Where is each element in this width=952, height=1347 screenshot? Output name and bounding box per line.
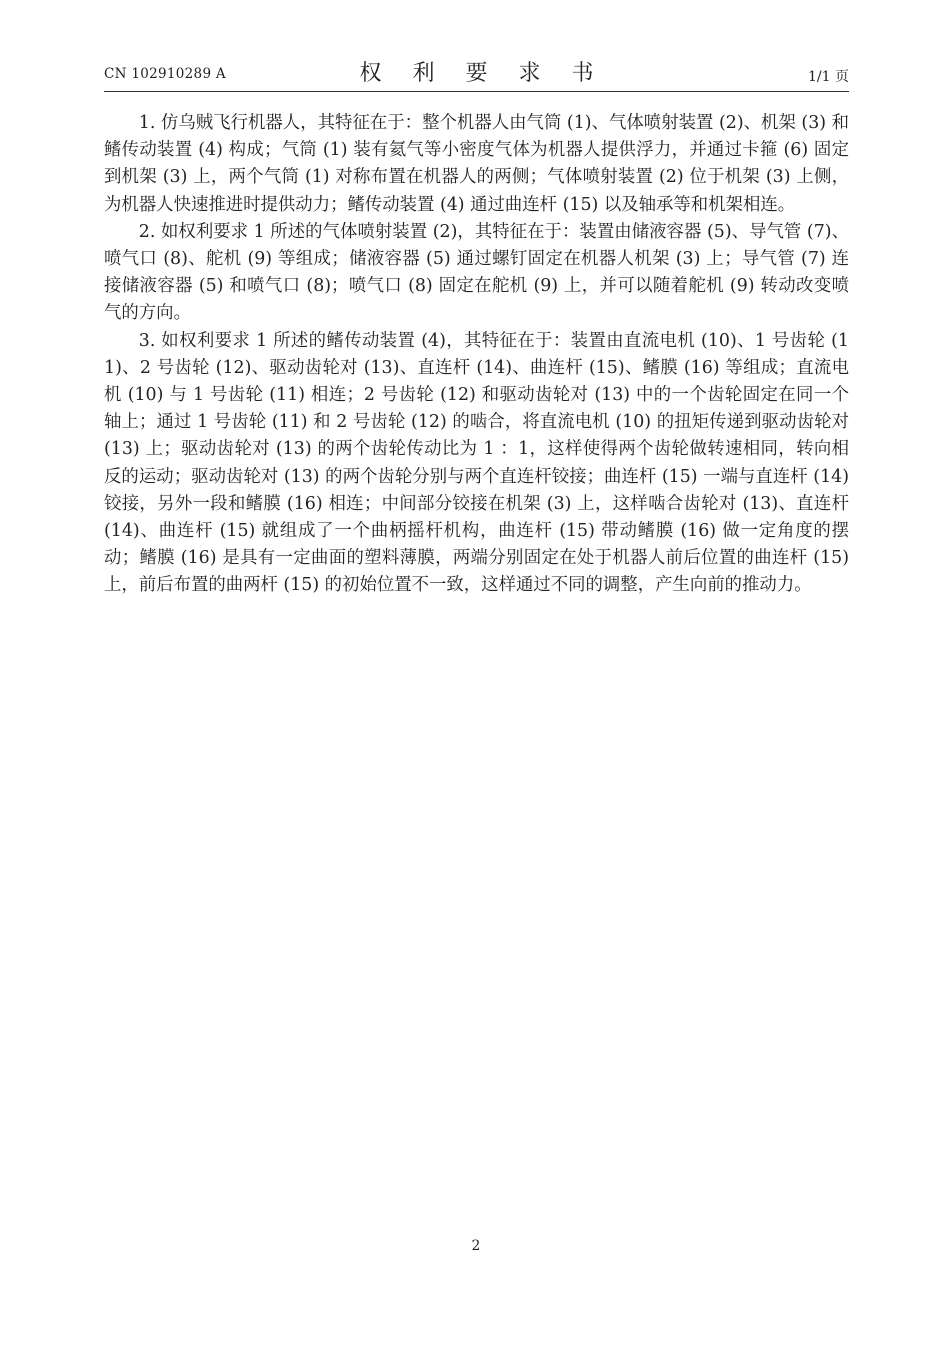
publication-number: CN 102910289 A [104, 66, 226, 82]
claim-2: 2. 如权利要求 1 所述的气体喷射装置 (2)，其特征在于：装置由储液容器 (5)、导气管 (7)、喷气口 (8)、舵机 (9) 等组成；储液容器 (5) 通过螺钉固定在机器人机架 (3) 上；导气管 (7) 连接储液容器 (5) 和喷气口 (8)；喷气口 (8) 固定在舵机 (9) 上，并可以随着舵机 (9) 转动改变喷气的方向。 [104, 221, 849, 324]
claim-1: 1. 仿乌贼飞行机器人，其特征在于：整个机器人由气筒 (1)、气体喷射装置 (2)、机架 (3) 和鳍传动装置 (4) 构成；气筒 (1) 装有氦气等小密度气体为机器人提供浮力，并通过卡箍 (6) 固定到机架 (3) 上，两个气筒 (1) 对称布置在机器人的两侧；气体喷射装置 (2) 位于机架 (3) 上侧，为机器人快速推进时提供动力；鳍传动装置 (4) 通过曲连杆 (15) 以及轴承等和机架相连。 [104, 113, 849, 215]
page-header [104, 56, 849, 90]
claims-body [104, 110, 849, 600]
page-info: 1/1 页 [808, 69, 849, 85]
claim-3: 3. 如权利要求 1 所述的鳍传动装置 (4)，其特征在于：装置由直流电机 (10)、1 号齿轮 (11)、2 号齿轮 (12)、驱动齿轮对 (13)、直连杆 (14)、曲连杆 (15)、鳍膜 (16) 等组成；直流电机 (10) 与 1 号齿轮 (11) 相连；2 号齿轮 (12) 和驱动齿轮对 (13) 中的一个齿轮固定在同一个轴上；通过 1 号齿轮 (11) 和 2 号齿轮 (12) 的啮合，将直流电机 (10) 的扭矩传递到驱动齿轮对 (13) 上；驱动齿轮对 (13) 的两个齿轮传动比为 1 ：1，这样使得两个齿轮做转速相同，转向相反的运动；驱动齿轮对 (13) 的两个齿轮分别与两个直连杆铰接；曲连杆 (15) 一端与直连杆 (14) 铰接，另外一段和鳍膜 (16) 相连；中间部分铰接在机架 (3) 上，这样啮合齿轮对 (13)、直连杆 (14)、曲连杆 (15) 就组成了一个曲柄摇杆机构，曲连杆 (15) 带动鳍膜 (16) 做一定角度的摆动；鳍膜 (16) 是具有一定曲面的塑料薄膜，两端分别固定在处于机器人前后位置的曲连杆 (15) 上，前后布置的曲两杆 (15) 的初始位置不一致，这样通过不同的调整，产生向前的推动力。 [104, 330, 849, 596]
page-number: 2 [471, 1238, 481, 1254]
header-rule [104, 91, 849, 92]
document-title: 权 利 要 求 书 [359, 61, 606, 86]
